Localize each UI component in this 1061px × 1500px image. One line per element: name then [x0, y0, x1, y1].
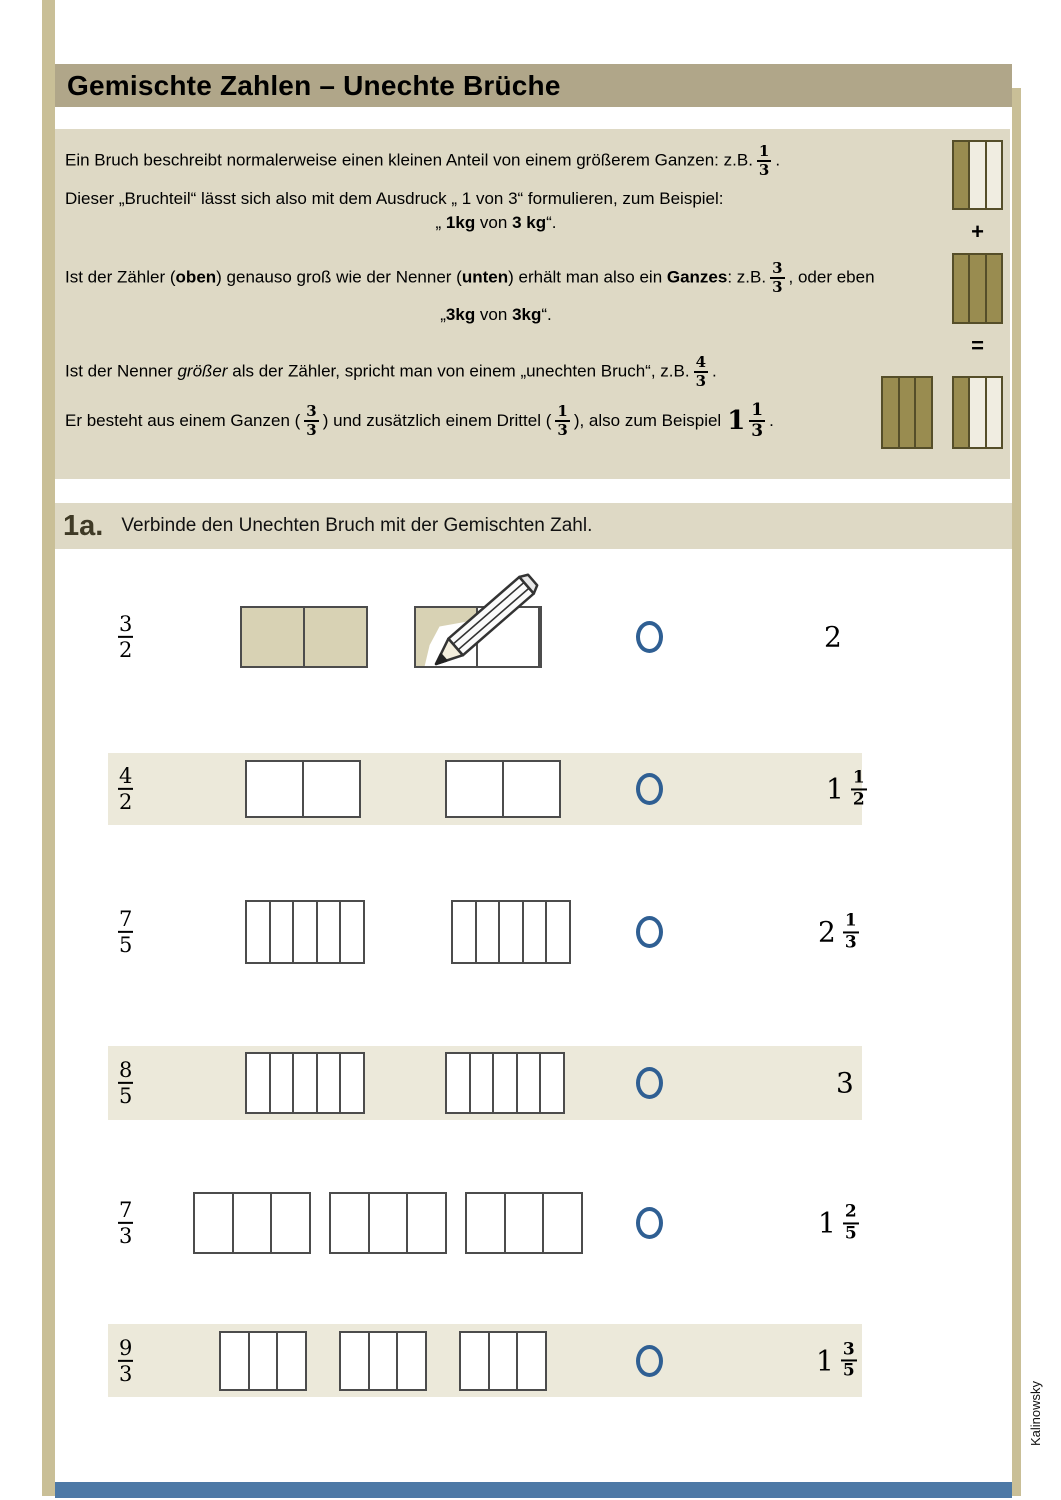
fraction-cell: [318, 1054, 342, 1112]
task-number: 1a.: [63, 509, 104, 542]
fraction-denominator: 3: [119, 1361, 133, 1386]
fraction-denominator: 5: [119, 1084, 133, 1108]
fraction-cell: [518, 1054, 542, 1112]
text-segment: von: [475, 305, 513, 324]
text-segment: .: [769, 410, 774, 430]
plus-sign: +: [971, 219, 984, 244]
fraction-cell: [294, 902, 318, 962]
text-segment: von: [475, 212, 513, 232]
fraction-cell: [453, 902, 477, 962]
diagram-cell: [954, 255, 970, 322]
fraction-numerator: 7: [118, 907, 133, 933]
match-circle[interactable]: [636, 1345, 663, 1377]
fraction-cell: [341, 1054, 363, 1112]
fraction-bar-three-thirds: [952, 253, 1003, 324]
improper-fraction: [118, 1198, 133, 1248]
fraction-box[interactable]: [219, 1331, 307, 1391]
fraction-denominator: 5: [119, 933, 133, 957]
text-segment: 3kg: [512, 305, 542, 324]
mixed-number-whole: 3: [836, 1066, 854, 1100]
fraction-numerator: 9: [118, 1335, 133, 1361]
diagram-cell: [987, 142, 1001, 208]
fraction-numerator: 3: [118, 612, 133, 638]
match-circle[interactable]: [636, 621, 663, 653]
fraction-box[interactable]: [465, 1192, 583, 1254]
fraction-box[interactable]: [245, 760, 361, 818]
fraction-cell: [408, 1194, 445, 1252]
improper-fraction: [118, 907, 133, 957]
fraction-cell: [278, 1333, 305, 1389]
text-segment: 3 kg: [512, 212, 547, 232]
fraction-cell: [544, 1194, 581, 1252]
intro-line: [65, 212, 927, 234]
fraction-cell: [221, 1333, 250, 1389]
text-segment: Ein Bruch beschreibt normalerweise einen kleinen Anteil von einem größerem Ganzen: z.B.: [65, 150, 753, 170]
intro-line: [65, 260, 927, 297]
fraction-cell: [471, 1054, 495, 1112]
fraction-bar-result-whole: [881, 376, 933, 449]
fraction-cell: [242, 608, 305, 666]
mixed-number: [836, 1067, 854, 1100]
intro-line: [65, 304, 927, 326]
fraction-cell: [305, 608, 366, 666]
fraction-box[interactable]: [193, 1192, 311, 1254]
fraction-cell: [478, 608, 540, 666]
text-segment: ) und zusätzlich einem Drittel (: [322, 410, 552, 430]
fraction-box[interactable]: [245, 1052, 365, 1114]
exercise-row: [0, 753, 1061, 825]
match-circle[interactable]: [636, 1067, 663, 1099]
fraction-boxes: [240, 606, 542, 668]
mixed-number-whole: 1: [816, 1344, 834, 1377]
fraction-numerator: 4: [118, 764, 133, 790]
fraction-box[interactable]: [445, 760, 561, 818]
exercise-row: [0, 1186, 1061, 1260]
fraction-cell: [247, 1054, 271, 1112]
mixed-number-whole: 2: [824, 620, 842, 654]
fraction-box[interactable]: [245, 900, 365, 964]
footer-bar: [55, 1482, 1012, 1498]
fraction-box[interactable]: [414, 606, 542, 668]
improper-fraction: [118, 612, 133, 662]
text-segment: 1: [727, 406, 746, 437]
improper-fraction: [118, 1058, 133, 1108]
fraction-cell: [247, 762, 304, 816]
fraction-denominator: 2: [119, 638, 133, 662]
inline-fraction: $\frac{3}{3}$: [306, 401, 317, 440]
mixed-number: [826, 768, 871, 809]
fraction-boxes: [219, 1331, 547, 1391]
diagram-cell: [970, 378, 986, 447]
fraction-cell: [370, 1194, 409, 1252]
text-segment: Ganzes: [666, 267, 728, 287]
diagram-cell: [916, 378, 931, 447]
fraction-cell: [477, 902, 501, 962]
text-segment: ) genauso groß wie der Nenner (: [216, 267, 462, 287]
fraction-cell: [447, 1054, 471, 1112]
mixed-number-whole: 1: [818, 1206, 836, 1240]
page-title: Gemischte Zahlen – Unechte Brüche: [67, 69, 561, 101]
diagram-cell: [900, 378, 917, 447]
fraction-cell: [331, 1194, 370, 1252]
text-segment: .: [712, 361, 717, 381]
exercise-row: [0, 1324, 1061, 1397]
fraction-cell: [195, 1194, 234, 1252]
fraction-cell: [398, 1333, 425, 1389]
intro-text: [65, 129, 927, 442]
fraction-cell: [341, 1333, 370, 1389]
inline-fraction: $\frac{3}{3}$: [772, 258, 783, 296]
inline-fraction: $\frac{1}{3}$: [751, 399, 764, 442]
fraction-numerator: 8: [118, 1058, 133, 1084]
left-border-bar: [42, 0, 55, 1496]
fraction-cell: [304, 762, 359, 816]
text-segment: Ist der Nenner: [65, 361, 178, 381]
fraction-cell: [500, 902, 524, 962]
inline-fraction: $\frac{1}{3}$: [557, 401, 568, 440]
fraction-cell: [294, 1054, 318, 1112]
mixed-number-whole: 1: [826, 772, 844, 806]
fraction-cell: [447, 762, 504, 816]
fraction-cell: [504, 762, 559, 816]
fraction-box[interactable]: [240, 606, 368, 668]
inline-fraction: 1 3: [844, 910, 857, 952]
fraction-cell: [234, 1194, 273, 1252]
diagram-cell: [987, 378, 1001, 447]
fraction-cell: [524, 902, 548, 962]
text-segment: ) erhält man also ein: [508, 267, 667, 287]
inline-fraction: 3 5: [842, 1338, 855, 1381]
fraction-cell: [272, 1194, 309, 1252]
fraction-denominator: 3: [119, 1224, 133, 1248]
fraction-boxes: [245, 1052, 565, 1114]
intro-line: [65, 354, 927, 391]
fraction-box[interactable]: [451, 900, 571, 964]
text-segment: Dieser „Bruchteil“ lässt sich also mit dem Ausdruck „ 1 von 3“ formulieren, zum Beispiel:: [65, 188, 724, 208]
fraction-cell: [271, 1054, 295, 1112]
fraction-cell: [318, 902, 342, 962]
text-segment: Er besteht aus einem Ganzen (: [65, 410, 301, 430]
fraction-cell: [370, 1333, 399, 1389]
inline-fraction: $\frac{4}{3}$: [695, 353, 707, 391]
fraction-box[interactable]: [459, 1331, 547, 1391]
fraction-boxes: [245, 760, 561, 818]
intro-line: [65, 188, 927, 210]
text-segment: .: [775, 150, 781, 170]
text-segment: als der Zähler, spricht man von einem „unechten Bruch“, z.B.: [227, 361, 690, 381]
fraction-denominator: 2: [119, 790, 133, 814]
mixed-number: [816, 1340, 861, 1381]
fraction-numerator: 7: [118, 1198, 133, 1224]
improper-fraction: [118, 1335, 133, 1385]
text-segment: ), also zum Beispiel: [573, 410, 722, 430]
text-segment: unten: [461, 267, 509, 287]
diagram-cell: [954, 142, 970, 208]
fraction-cell: [506, 1194, 545, 1252]
equals-sign: =: [971, 333, 984, 358]
fraction-cell: [247, 902, 271, 962]
fraction-cell: [250, 1333, 279, 1389]
fraction-cell: [461, 1333, 490, 1389]
text-segment: „: [440, 305, 446, 324]
title-bar: [55, 64, 1012, 107]
diagram-cell: [987, 255, 1001, 322]
text-segment: größer: [177, 361, 228, 381]
intro-line: [65, 143, 927, 180]
mixed-number: [818, 1202, 863, 1243]
mixed-number: [824, 621, 842, 654]
diagram-cell: [954, 378, 970, 447]
fraction-cell: [490, 1333, 519, 1389]
diagram-cell: [970, 142, 986, 208]
fraction-box[interactable]: [445, 1052, 565, 1114]
text-segment: “.: [541, 305, 552, 324]
mixed-number-whole: 2: [818, 915, 836, 949]
inline-fraction: 1 2: [852, 767, 865, 809]
fraction-boxes: [193, 1192, 583, 1254]
fraction-cell: [341, 902, 363, 962]
fraction-boxes: [245, 900, 571, 964]
exercise-row: [0, 594, 1061, 680]
exercise-row: [0, 894, 1061, 970]
fraction-cell: [271, 902, 295, 962]
mixed-number: [818, 911, 863, 952]
text-segment: : z.B.: [727, 267, 767, 287]
match-circle[interactable]: [636, 1207, 663, 1239]
intro-box: [55, 129, 1010, 479]
diagram-cell: [970, 255, 986, 322]
match-circle[interactable]: [636, 916, 663, 948]
fraction-cell: [494, 1054, 518, 1112]
fraction-bar-one-third: [952, 140, 1003, 210]
text-segment: 1kg: [445, 212, 476, 232]
exercise-row: [0, 1046, 1061, 1120]
fraction-cell: [416, 608, 478, 666]
fraction-box[interactable]: [339, 1331, 427, 1391]
text-segment: 3kg: [445, 305, 476, 324]
task-instruction: Verbinde den Unechten Bruch mit der Gemischten Zahl.: [121, 515, 593, 536]
fraction-cell: [518, 1333, 545, 1389]
inline-fraction: 2 5: [844, 1201, 857, 1243]
text-segment: , oder eben: [788, 267, 875, 287]
fraction-bar-result-third: [952, 376, 1003, 449]
text-segment: oben: [175, 267, 217, 287]
author-credit: Kalinowsky: [1028, 1380, 1043, 1446]
intro-line: [65, 401, 927, 442]
inline-fraction: $\frac{1}{3}$: [758, 142, 770, 180]
text-segment: „: [435, 212, 446, 232]
diagram-cell: [883, 378, 900, 447]
fraction-cell: [541, 1054, 563, 1112]
match-circle[interactable]: [636, 773, 663, 805]
fraction-box[interactable]: [329, 1192, 447, 1254]
text-segment: “.: [546, 212, 557, 232]
fraction-cell: [547, 902, 569, 962]
improper-fraction: [118, 764, 133, 814]
fraction-cell: [467, 1194, 506, 1252]
task-header: [55, 503, 1012, 549]
text-segment: Ist der Zähler (: [65, 267, 176, 287]
